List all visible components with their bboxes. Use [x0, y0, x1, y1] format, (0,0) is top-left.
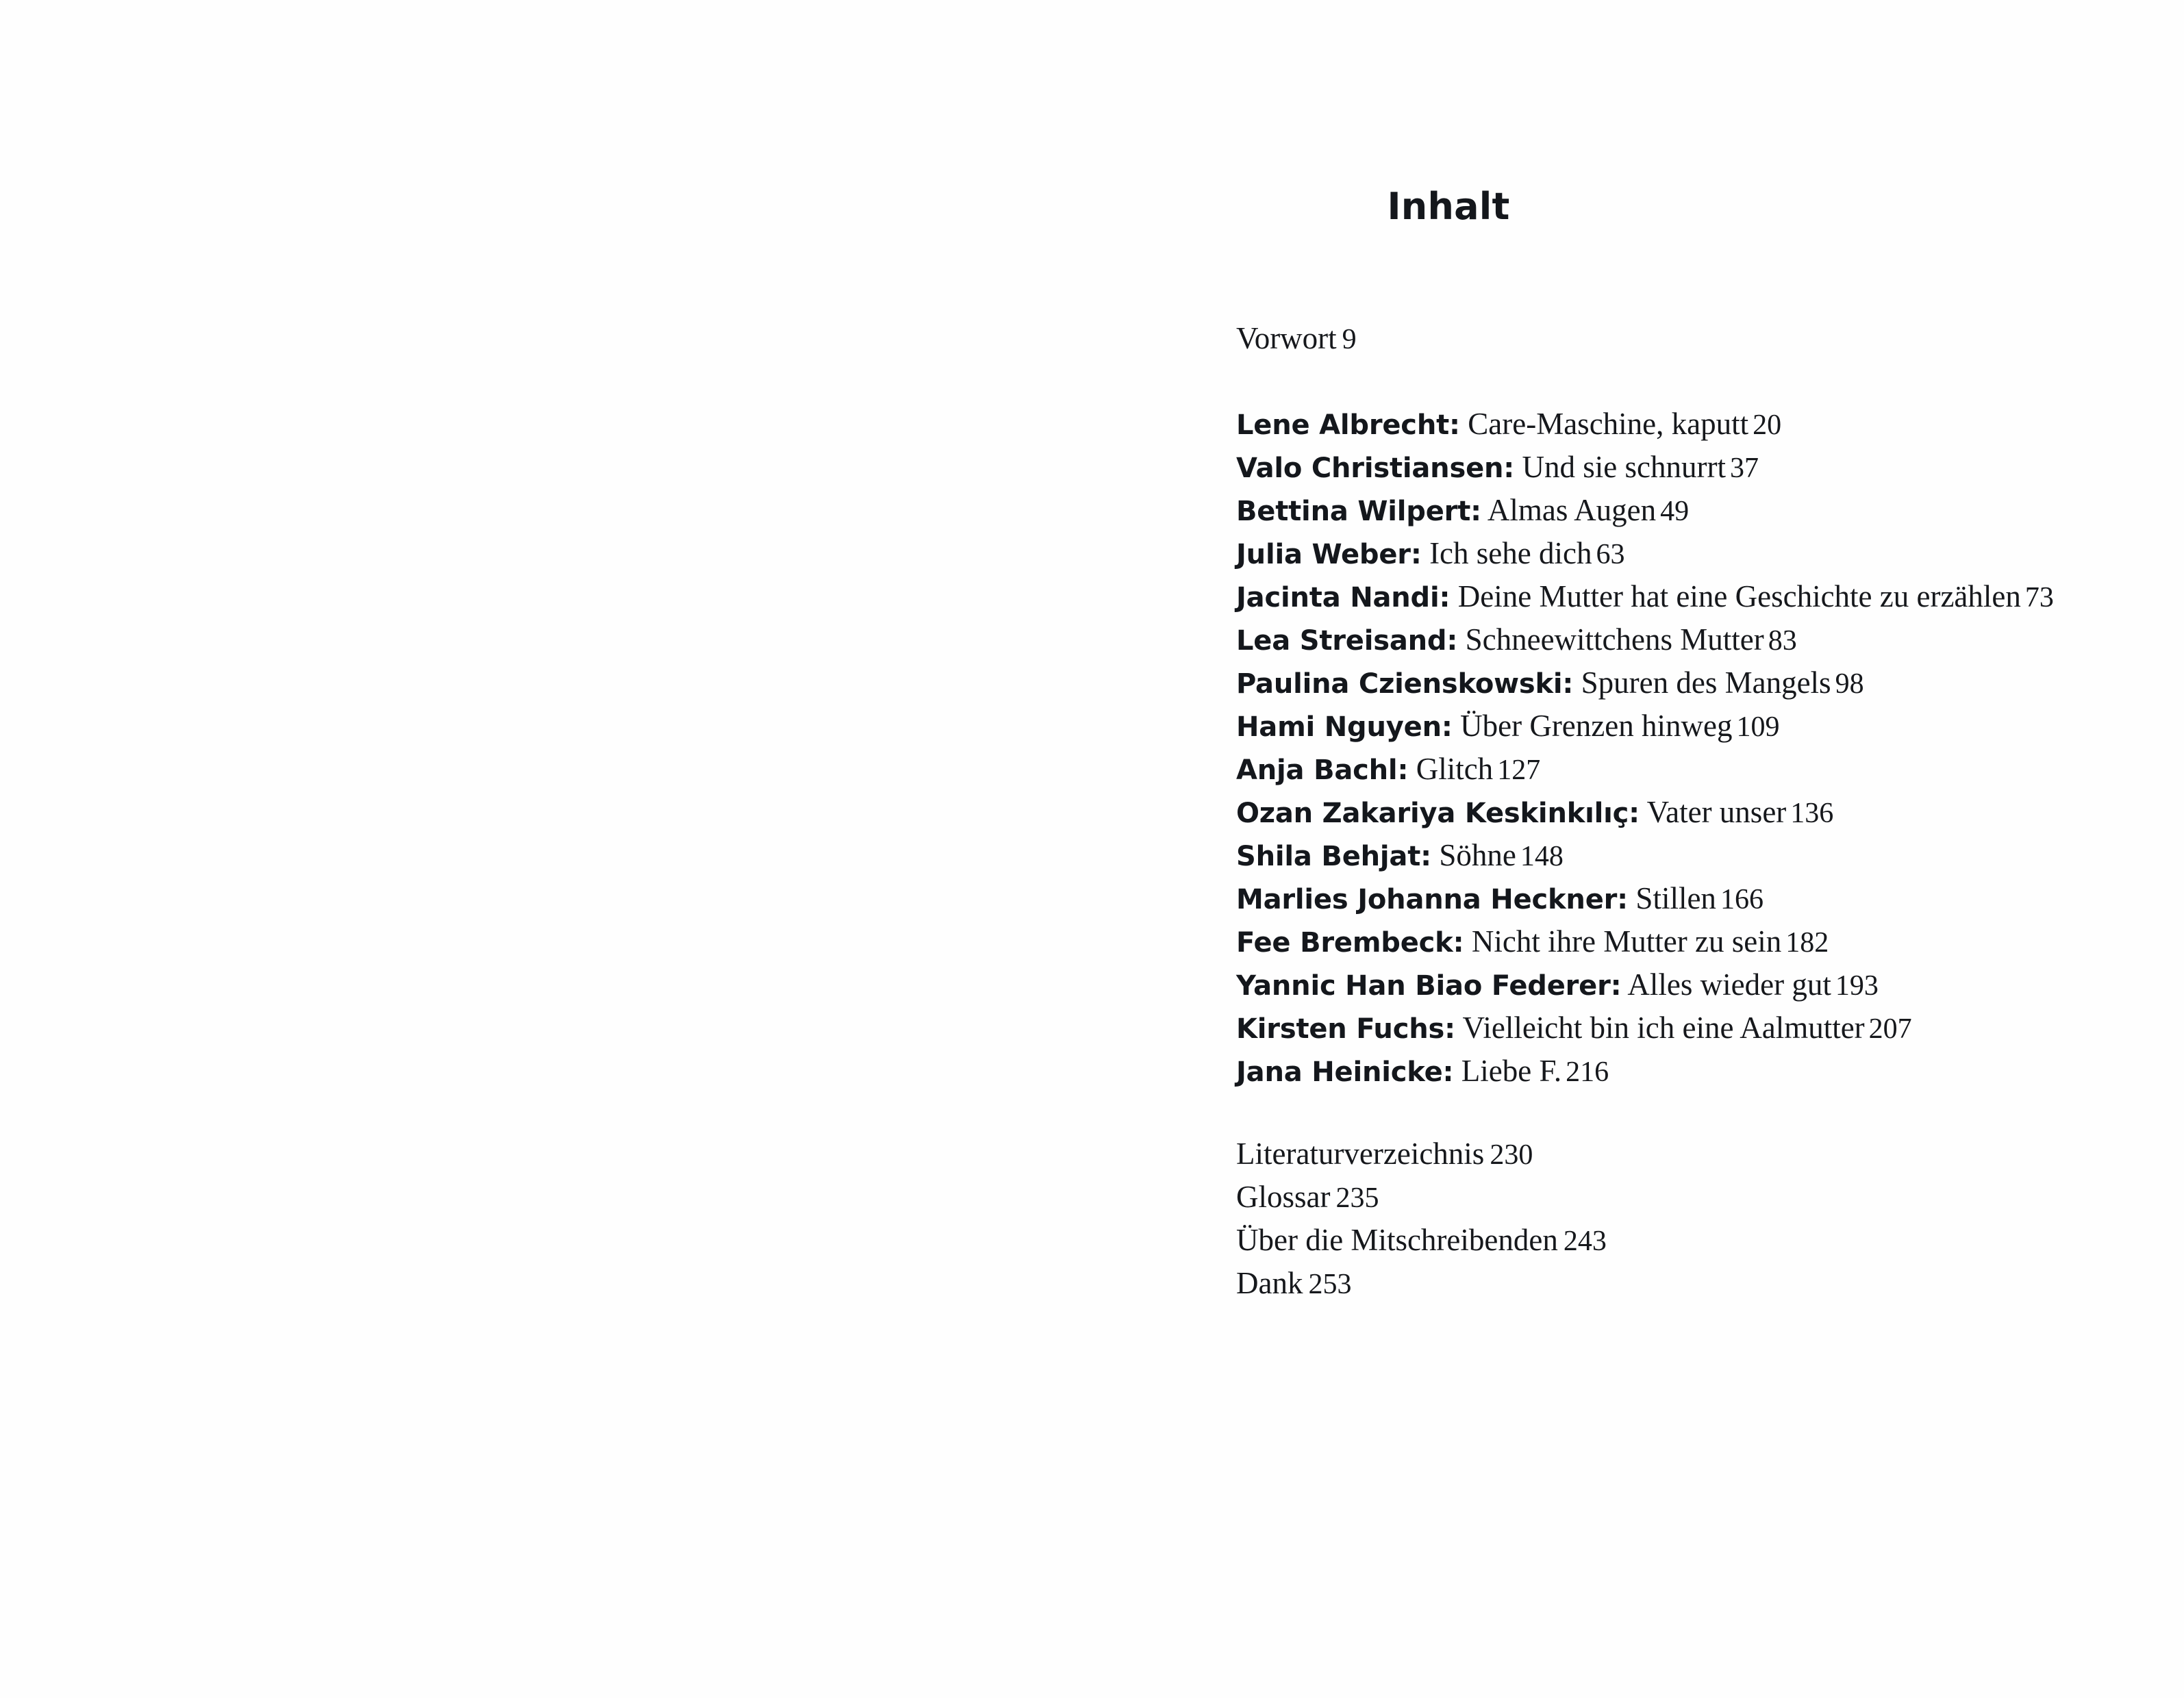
toc-entry-title: Glitch: [1416, 752, 1494, 786]
toc-entry-separator: :: [1441, 711, 1453, 743]
toc-entry-contribution[interactable]: [1236, 877, 2085, 920]
toc-entry-contribution[interactable]: [1236, 1006, 2085, 1050]
toc-contributions-group: [1236, 403, 2085, 1093]
toc-entry-title: Almas Augen: [1487, 493, 1657, 527]
toc-backmatter-group: [1236, 1132, 2085, 1305]
toc-entry-page: 9: [1342, 324, 1357, 355]
toc-entry-title: Care-Maschine, kaputt: [1468, 407, 1749, 441]
toc-entry-separator: :: [1453, 927, 1464, 959]
toc-entry-contribution[interactable]: [1236, 403, 2085, 446]
toc-entry-contribution[interactable]: [1236, 489, 2085, 532]
toc-entry-title: Nicht ihre Mutter zu sein: [1471, 924, 1782, 959]
toc-entry-label: Dank: [1236, 1266, 1303, 1300]
toc-entry-contribution[interactable]: [1236, 661, 2085, 705]
toc-entry-contribution[interactable]: [1236, 1050, 2085, 1093]
toc-entry-author: Anja Bachl: [1236, 755, 1398, 786]
toc-entry-title: Vater unser: [1646, 795, 1787, 829]
toc-entry-label: Vorwort: [1236, 321, 1337, 355]
toc-entry-separator: :: [1439, 582, 1451, 613]
toc-entry-page: 230: [1490, 1139, 1533, 1171]
toc-entry-separator: :: [1446, 625, 1458, 657]
toc-entry-page: 98: [1835, 668, 1864, 700]
toc-entry-glossar[interactable]: [1236, 1176, 2085, 1219]
toc-entry-title: Alles wieder gut: [1627, 967, 1831, 1002]
toc-entry-separator: :: [1617, 884, 1629, 915]
toc-entry-contribution[interactable]: [1236, 575, 2085, 618]
toc-entry-title: Deine Mutter hat eine Geschichte zu erzählen: [1457, 579, 2021, 613]
toc-entry-author: Shila Behjat: [1236, 841, 1421, 872]
toc-entry-title: Söhne: [1439, 838, 1516, 872]
toc-entry-separator: :: [1629, 798, 1640, 829]
toc-entry-literaturverzeichnis[interactable]: [1236, 1132, 2085, 1176]
toc-entry-page: 49: [1660, 496, 1690, 527]
table-of-contents: [1236, 185, 2085, 1305]
toc-entry-author: Bettina Wilpert: [1236, 496, 1471, 527]
toc-entry-dank[interactable]: [1236, 1262, 2085, 1305]
toc-entry-label: Glossar: [1236, 1180, 1331, 1214]
toc-preface-group: [1236, 317, 2085, 360]
toc-entry-separator: :: [1442, 1056, 1454, 1088]
toc-entry-title: Über Grenzen hinweg: [1460, 709, 1733, 743]
toc-entry-author: Lene Albrecht: [1236, 409, 1450, 441]
toc-entry-page: 83: [1768, 625, 1797, 657]
toc-entry-contribution[interactable]: [1236, 791, 2085, 834]
toc-entry-label: Über die Mitschreibenden: [1236, 1223, 1558, 1257]
toc-entry-separator: :: [1503, 453, 1515, 484]
toc-entry-separator: :: [1410, 539, 1422, 570]
toc-entry-page: 193: [1835, 970, 1879, 1002]
toc-entry-page: 63: [1596, 539, 1625, 570]
spacer: [1236, 1093, 2085, 1132]
toc-entry-page: 148: [1520, 841, 1564, 872]
toc-entry-vorwort[interactable]: [1236, 317, 2085, 360]
toc-entry-page: 37: [1729, 453, 1759, 484]
toc-entry-page: 109: [1736, 711, 1780, 743]
toc-entry-page: 73: [2024, 582, 2054, 613]
toc-entry-author: Jacinta Nandi: [1236, 582, 1440, 613]
toc-entry-page: 127: [1497, 755, 1541, 786]
toc-entry-author: Lea Streisand: [1236, 625, 1447, 657]
toc-entry-author: Paulina Czienskowski: [1236, 668, 1563, 700]
toc-entry-contribution[interactable]: [1236, 834, 2085, 877]
toc-entry-ueber-die-mitschreibenden[interactable]: [1236, 1219, 2085, 1262]
toc-entry-author: Marlies Johanna Heckner: [1236, 884, 1618, 915]
toc-entry-separator: :: [1562, 668, 1574, 700]
spacer: [1236, 360, 2085, 403]
page-title: Inhalt: [1387, 185, 1510, 228]
toc-entry-title: Vielleicht bin ich eine Aalmutter: [1462, 1011, 1865, 1045]
toc-entry-title: Und sie schnurrt: [1522, 450, 1726, 484]
toc-entry-title: Spuren des Mangels: [1581, 666, 1831, 700]
toc-entry-title: Schneewittchens Mutter: [1465, 622, 1764, 657]
toc-entry-contribution[interactable]: [1236, 705, 2085, 748]
toc-entry-author: Hami Nguyen: [1236, 711, 1442, 743]
toc-entry-author: Fee Brembeck: [1236, 927, 1453, 959]
toc-entry-page: 207: [1868, 1013, 1912, 1045]
toc-entry-title: Stillen: [1635, 881, 1716, 915]
toc-entry-page: 253: [1308, 1269, 1352, 1300]
toc-entry-contribution[interactable]: [1236, 446, 2085, 489]
toc-entry-page: 243: [1563, 1226, 1607, 1257]
toc-entry-label: Literaturverzeichnis: [1236, 1137, 1485, 1171]
toc-entry-separator: :: [1444, 1013, 1456, 1045]
toc-entry-page: 136: [1790, 798, 1834, 829]
toc-entry-contribution[interactable]: [1236, 748, 2085, 791]
toc-entry-contribution[interactable]: [1236, 963, 2085, 1006]
toc-entry-author: Yannic Han Biao Federer: [1236, 970, 1611, 1002]
toc-entry-author: Kirsten Fuchs: [1236, 1013, 1445, 1045]
toc-entry-page: 182: [1785, 927, 1829, 959]
toc-entry-author: Jana Heinicke: [1236, 1056, 1443, 1088]
toc-entry-title: Ich sehe dich: [1429, 536, 1592, 570]
toc-entry-page: 20: [1753, 409, 1782, 441]
toc-entry-separator: :: [1470, 496, 1482, 527]
toc-entry-author: Julia Weber: [1236, 539, 1411, 570]
toc-entry-contribution[interactable]: [1236, 920, 2085, 963]
toc-entry-separator: :: [1449, 409, 1461, 441]
toc-entry-page: 235: [1335, 1182, 1379, 1214]
toc-entry-author: Ozan Zakariya Keskinkılıç: [1236, 798, 1629, 829]
toc-entry-author: Valo Christiansen: [1236, 453, 1504, 484]
toc-entry-title: Liebe F.: [1461, 1054, 1562, 1088]
toc-entry-separator: :: [1397, 755, 1409, 786]
toc-entry-page: 216: [1566, 1056, 1609, 1088]
toc-entry-page: 166: [1720, 884, 1763, 915]
toc-entry-separator: :: [1420, 841, 1432, 872]
toc-body: [1236, 317, 2085, 1305]
toc-entry-separator: :: [1610, 970, 1622, 1002]
toc-entry-contribution[interactable]: [1236, 532, 2085, 575]
toc-entry-contribution[interactable]: [1236, 618, 2085, 661]
